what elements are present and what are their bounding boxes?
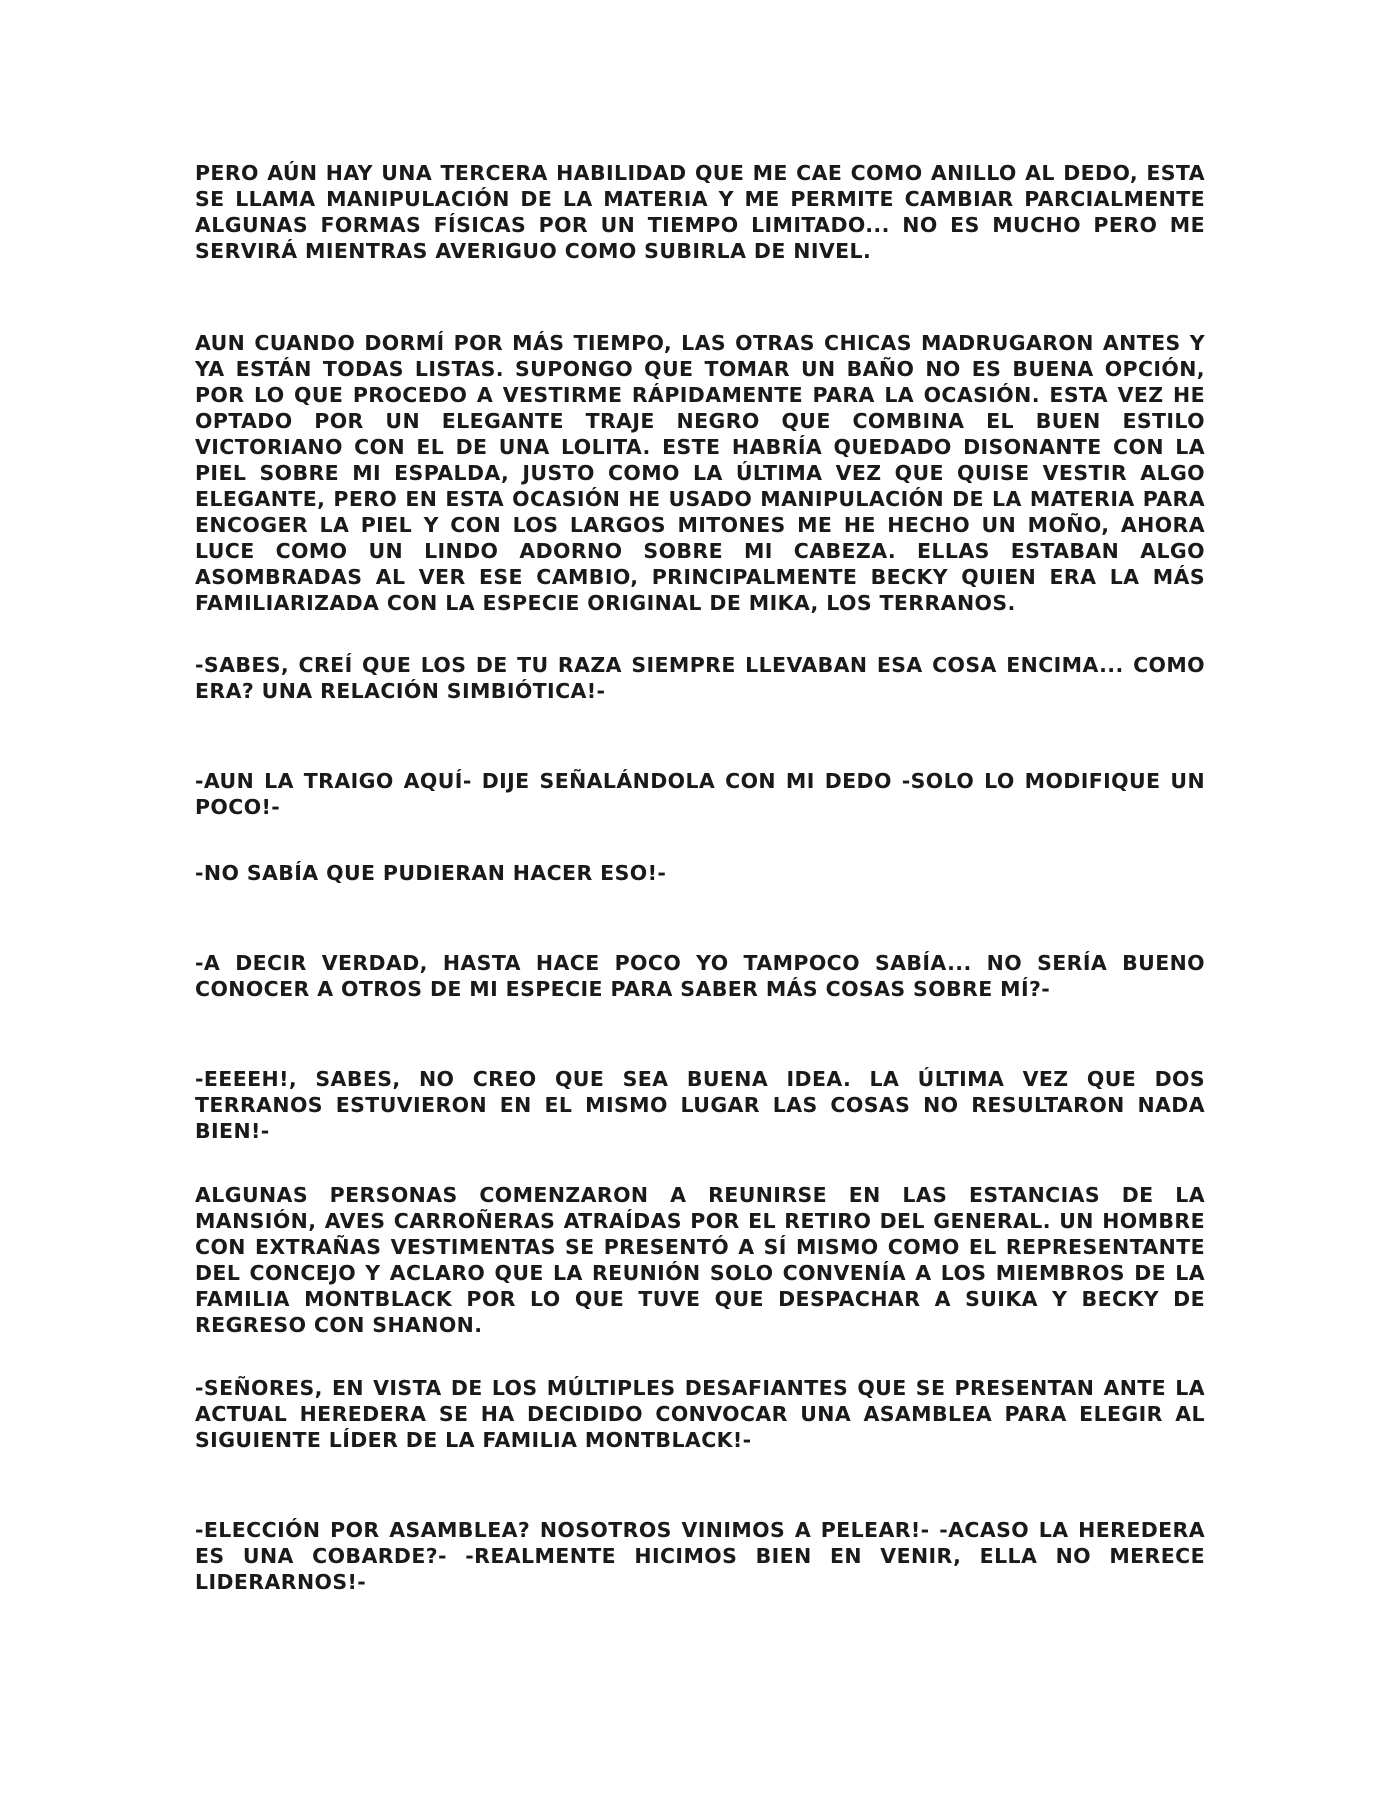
paragraph-6: -A DECIR VERDAD, HASTA HACE POCO YO TAMPOCO SABÍA... NO SERÍA BUENO CONOCER A OTROS DE MI ESPECIE PARA SABER MÁS COSAS SOBRE MÍ?- [195, 951, 1205, 1001]
paragraph-1: PERO AÚN HAY UNA TERCERA HABILIDAD QUE ME CAE COMO ANILLO AL DEDO, ESTA SE LLAMA MANIPULACIÓN DE LA MATERIA Y ME PERMITE CAMBIAR PARCIALMENTE ALGUNAS FORMAS FÍSICAS POR UN TIEMPO LIMITADO... NO ES MUCHO PERO ME SERVIRÁ MIENTRAS AVERIGUO COMO SUBIRLA DE NIVEL. [195, 161, 1205, 263]
paragraph-4: -AUN LA TRAIGO AQUÍ- DIJE SEÑALÁNDOLA CON MI DEDO -SOLO LO MODIFIQUE UN POCO!- [195, 769, 1205, 819]
paragraph-2: AUN CUANDO DORMÍ POR MÁS TIEMPO, LAS OTRAS CHICAS MADRUGARON ANTES Y YA ESTÁN TODAS LISTAS. SUPONGO QUE TOMAR UN BAÑO NO ES BUENA OPCIÓN, POR LO QUE PROCEDO A VESTIRME RÁPIDAMENTE PARA LA OCASIÓN. ESTA VEZ HE OPTADO POR UN ELEGANTE TRAJE NEGRO QUE COMBINA EL BUEN ESTILO VICTORIANO CON EL DE UNA LOLITA. ESTE HABRÍA QUEDADO DISONANTE CON LA PIEL SOBRE MI ESPALDA, JUSTO COMO LA ÚLTIMA VEZ QUE QUISE VESTIR ALGO ELEGANTE, PERO EN ESTA OCASIÓN HE USADO MANIPULACIÓN DE LA MATERIA PARA ENCOGER LA PIEL Y CON LOS LARGOS MITONES ME HE HECHO UN MOÑO, AHORA LUCE COMO UN LINDO ADORNO SOBRE MI CABEZA. ELLAS ESTABAN ALGO ASOMBRADAS AL VER ESE CAMBIO, PRINCIPALMENTE BECKY QUIEN ERA LA MÁS FAMILIARIZADA CON LA ESPECIE ORIGINAL DE MIKA, LOS TERRANOS. [195, 331, 1205, 615]
paragraph-3: -SABES, CREÍ QUE LOS DE TU RAZA SIEMPRE LLEVABAN ESA COSA ENCIMA... COMO ERA? UNA RELACIÓN SIMBIÓTICA!- [195, 653, 1205, 703]
paragraph-10: -ELECCIÓN POR ASAMBLEA? NOSOTROS VINIMOS A PELEAR!- -ACASO LA HEREDERA ES UNA COBARDE?- -REALMENTE HICIMOS BIEN EN VENIR, ELLA NO MERECE LIDERARNOS!- [195, 1518, 1205, 1594]
paragraph-8: ALGUNAS PERSONAS COMENZARON A REUNIRSE EN LAS ESTANCIAS DE LA MANSIÓN, AVES CARROÑERAS ATRAÍDAS POR EL RETIRO DEL GENERAL. UN HOMBRE CON EXTRAÑAS VESTIMENTAS SE PRESENTÓ A SÍ MISMO COMO EL REPRESENTANTE DEL CONCEJO Y ACLARO QUE LA REUNIÓN SOLO CONVENÍA A LOS MIEMBROS DE LA FAMILIA MONTBLACK POR LO QUE TUVE QUE DESPACHAR A SUIKA Y BECKY DE REGRESO CON SHANON. [195, 1183, 1205, 1337]
paragraph-5: -NO SABÍA QUE PUDIERAN HACER ESO!- [195, 861, 667, 885]
paragraph-7: -EEEEH!, SABES, NO CREO QUE SEA BUENA IDEA. LA ÚLTIMA VEZ QUE DOS TERRANOS ESTUVIERON EN EL MISMO LUGAR LAS COSAS NO RESULTARON NADA BIEN!- [195, 1067, 1205, 1143]
paragraph-9: -SEÑORES, EN VISTA DE LOS MÚLTIPLES DESAFIANTES QUE SE PRESENTAN ANTE LA ACTUAL HEREDERA SE HA DECIDIDO CONVOCAR UNA ASAMBLEA PARA ELEGIR AL SIGUIENTE LÍDER DE LA FAMILIA MONTBLACK!- [195, 1376, 1205, 1452]
